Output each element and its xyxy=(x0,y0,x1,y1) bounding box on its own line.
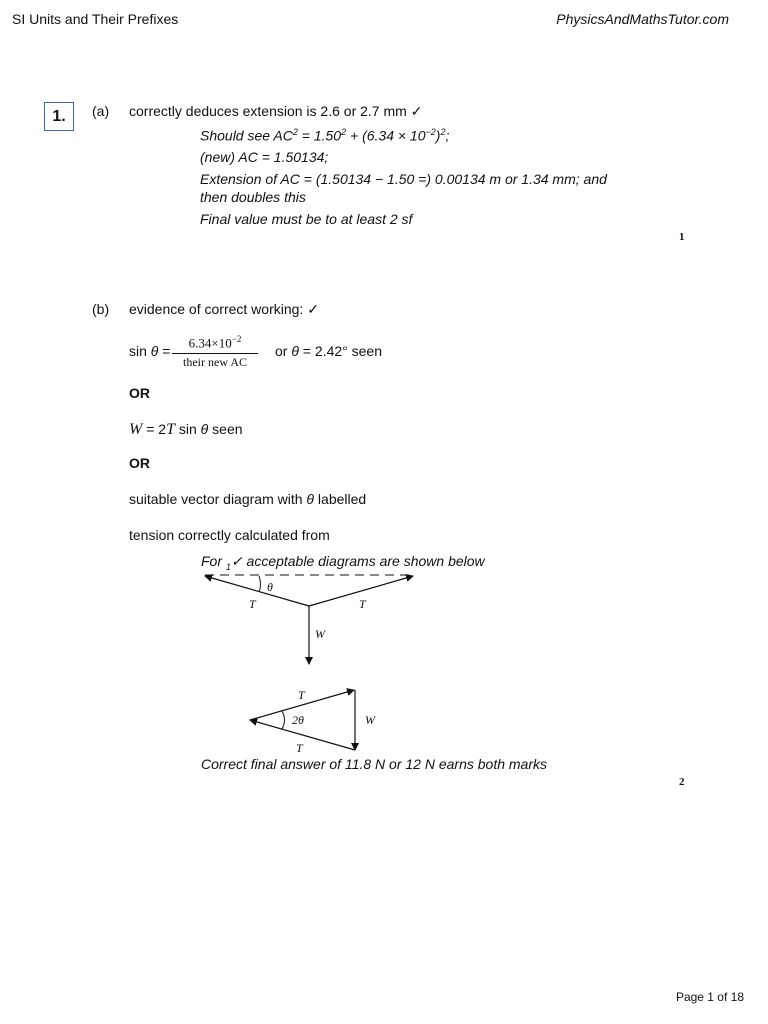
part-b-marks: 2 xyxy=(679,776,685,788)
or-separator-1: OR xyxy=(129,385,150,401)
weight-equation: W = 2T sin θ seen xyxy=(129,421,243,438)
tension-text: tension correctly calculated from xyxy=(129,527,330,543)
vector-triangle-diagram xyxy=(240,682,390,760)
tension-label-left: T xyxy=(249,597,256,611)
tension-arrow-left xyxy=(205,576,309,606)
part-a-note-line4: then doubles this xyxy=(200,189,306,205)
site-name: PhysicsAndMathsTutor.com xyxy=(556,11,729,27)
tension-label-right: T xyxy=(359,597,366,611)
theta-label: θ xyxy=(267,580,273,594)
part-a-note-line5: Final value must be to at least 2 sf xyxy=(200,211,413,227)
part-b-intro: evidence of correct working: ✓ xyxy=(129,301,319,317)
diagram-note: For $_1$✓ acceptable diagrams are shown below xyxy=(201,553,485,572)
weight-label-2: W xyxy=(365,713,375,727)
fraction-denominator: their new AC xyxy=(183,355,247,370)
document-title: SI Units and Their Prefixes xyxy=(12,11,179,27)
sine-equation-lhs: sin θ = xyxy=(129,343,171,359)
part-a-answer: correctly deduces extension is 2.6 or 2.7 mm ✓ xyxy=(129,103,423,119)
vector-diagram-text: suitable vector diagram with θ labelled xyxy=(129,491,367,507)
double-theta-label: 2θ xyxy=(292,713,304,727)
sine-fraction xyxy=(172,334,258,370)
force-diagram-1 xyxy=(195,566,425,670)
fraction-numerator: $6.34\times 10^{-2}$ xyxy=(172,334,258,354)
theta-value-text: or θ = 2.42° seen xyxy=(275,343,383,359)
final-answer-note: Correct final answer of 11.8 N or 12 N earns both marks xyxy=(201,756,548,772)
part-a-note-line2: (new) AC = 1.50134; xyxy=(200,149,329,165)
page-number: Page 1 of 18 xyxy=(675,990,744,1004)
tension-label-top: T xyxy=(298,688,305,702)
tension-label-bottom: T xyxy=(296,741,303,755)
part-a-note-line1: Should see $AC^2 = 1.50^2 + (6.34 \times 10^{-2})^2$; xyxy=(200,127,450,144)
part-a-marks: 1 xyxy=(679,231,685,243)
weight-label: W xyxy=(315,627,325,641)
question-number-box: 1. xyxy=(44,102,74,131)
theta-arc xyxy=(259,576,261,592)
part-a-note-line3: Extension of AC = (1.50134 − 1.50 =) 0.00134 m or 1.34 mm; and xyxy=(200,171,607,187)
part-a-label: (a) xyxy=(92,103,110,119)
double-theta-arc xyxy=(282,711,285,729)
part-b-label: (b) xyxy=(92,301,110,317)
or-separator-2: OR xyxy=(129,455,150,471)
